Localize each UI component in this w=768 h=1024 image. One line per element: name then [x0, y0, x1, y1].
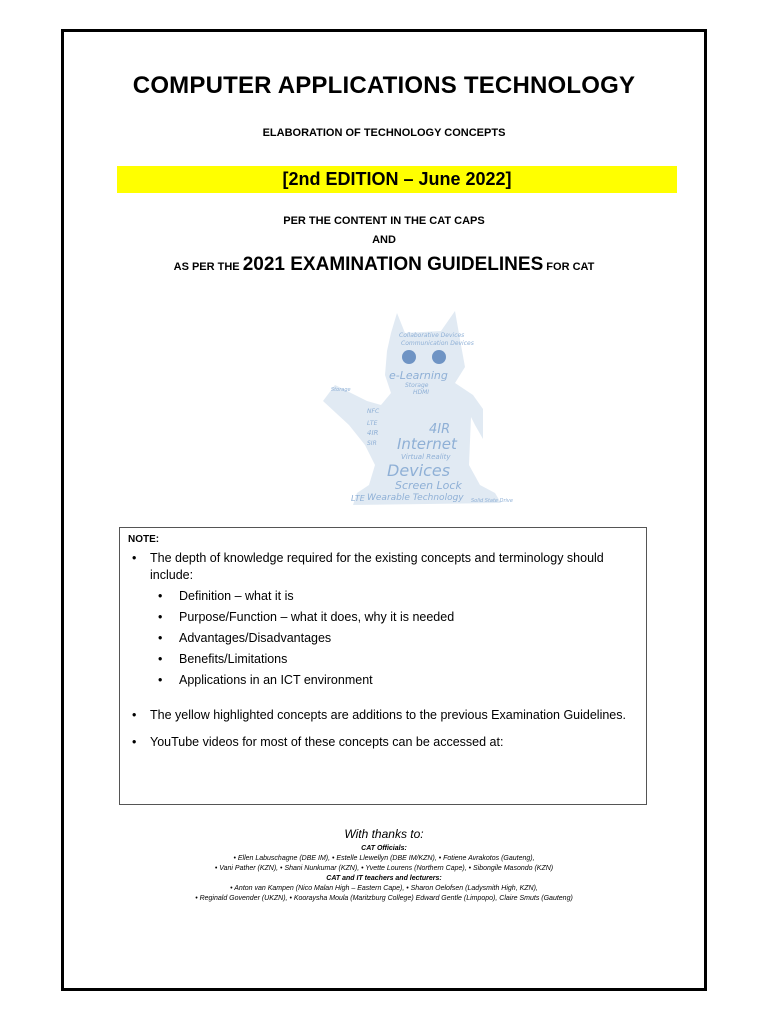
cloud-word-14: Devices: [387, 461, 451, 480]
note-heading: NOTE:: [128, 534, 160, 545]
cloud-word-10: SIR: [367, 440, 377, 447]
content-line-guidelines: [0, 254, 768, 276]
note-sub-item-text: Applications in an ICT environment: [179, 673, 373, 687]
cloud-word-16: LTE: [351, 494, 365, 503]
note-sub-item: [128, 588, 638, 605]
officials-heading: CAT Officials:: [361, 845, 407, 852]
bullet-dot: •: [158, 652, 163, 666]
cloud-word-13: Virtual Reality: [401, 453, 451, 461]
bullet-dot: •: [132, 708, 137, 722]
cloud-word-18: Solid State Drive: [471, 498, 513, 504]
cloud-word-9: 4IR: [367, 429, 379, 437]
edition-banner: [2nd EDITION – June 2022]: [117, 166, 677, 193]
cloud-word-2: Communication Devices: [401, 340, 474, 347]
note-sub-item-text: Advantages/Disadvantages: [179, 631, 332, 645]
guidelines-prefix: AS PER THE: [173, 261, 243, 273]
cat-left-eye: [402, 350, 416, 364]
content-line-caps: PER THE CONTENT IN THE CAT CAPS: [283, 215, 485, 227]
note-sub-item-text: Definition – what it is: [179, 589, 294, 603]
note-sub-item-text: Purpose/Function – what it does, why it is needed: [179, 610, 455, 624]
note-bullet-depth-text: The depth of knowledge required for the existing concepts and terminology should include:: [150, 551, 604, 582]
officials-line: • Vani Pather (KZN), • Shani Nunkumar (KZN), • Yvette Lourens (Northern Cape), • Sibongile Masondo (KZN): [214, 865, 554, 872]
thanks-heading: With thanks to:: [344, 827, 424, 841]
note-sub-item: [128, 609, 638, 626]
cloud-word-12: Internet: [397, 435, 457, 453]
note-bullet-highlighted-text: The yellow highlighted concepts are additions to the previous Examination Guidelines.: [150, 708, 626, 722]
cloud-word-8: LTE: [367, 420, 378, 427]
note-sub-item: [128, 651, 638, 668]
note-sub-item: [128, 630, 638, 647]
cloud-word-6: Storage: [331, 387, 351, 393]
guidelines-main: 2021 EXAMINATION GUIDELINES: [242, 254, 544, 275]
bullet-dot: •: [158, 673, 163, 687]
bullet-dot: •: [158, 610, 163, 624]
bullet-dot: •: [158, 589, 163, 603]
teachers-line: • Anton van Kampen (Nico Malan High – Eastern Cape), • Sharon Oelofsen (Ladysmith High, KZN),: [230, 885, 538, 892]
guidelines-suffix: FOR CAT: [543, 261, 595, 273]
cloud-word-3: e-Learning: [389, 369, 448, 382]
cloud-word-7: NFC: [367, 408, 380, 415]
cat-right-eye: [432, 350, 446, 364]
document-title: COMPUTER APPLICATIONS TECHNOLOGY: [132, 72, 636, 99]
note-sub-item: [128, 672, 638, 689]
document-subtitle: ELABORATION OF TECHNOLOGY CONCEPTS: [262, 127, 506, 139]
teachers-line: • Reginald Govender (UKZN), • Kooraysha Moula (Maritzburg College) Edward Gentle (Limpopo), Claire Smuts (Gauteng): [195, 895, 573, 902]
note-bullet-youtube-text: YouTube videos for most of these concepts can be accessed at:: [150, 735, 504, 749]
note-sub-item-text: Benefits/Limitations: [179, 652, 288, 666]
cloud-word-17: Wearable Technology: [367, 493, 464, 503]
teachers-heading: CAT and IT teachers and lecturers:: [326, 875, 442, 882]
bullet-dot: •: [132, 735, 137, 749]
cloud-word-1: Collaborative Devices: [399, 332, 465, 339]
note-bullet-youtube: [128, 734, 638, 751]
bullet-dot: •: [158, 631, 163, 645]
content-line-and: AND: [372, 234, 396, 246]
cloud-word-15: Screen Lock: [395, 479, 462, 492]
cloud-word-5: HDMI: [413, 389, 430, 396]
bullet-dot: •: [132, 551, 137, 565]
cat-word-cloud-image: [305, 305, 515, 510]
acknowledgements: [0, 827, 768, 904]
note-box: [119, 527, 647, 805]
officials-line: • Ellen Labuschagne (DBE IM), • Estelle Llewellyn (DBE IM/KZN), • Fotiene Avrakotos (Gauteng),: [233, 855, 535, 862]
note-bullet-depth: [128, 550, 638, 584]
note-bullet-highlighted: [128, 707, 638, 724]
cloud-word-4: Storage: [405, 382, 429, 389]
cloud-word-11: 4IR: [429, 422, 451, 437]
